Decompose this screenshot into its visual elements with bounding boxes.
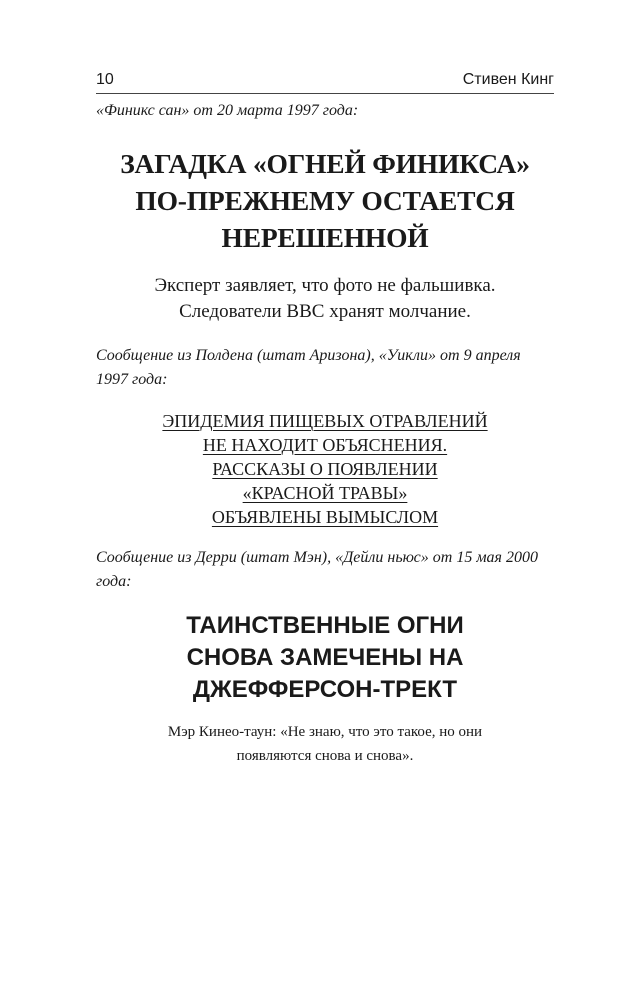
headline-mysterious-lights: [96, 610, 554, 706]
headline-line: ТАИНСТВЕННЫЕ ОГНИ: [186, 612, 464, 639]
subheadline-mayor-quote: [96, 720, 554, 768]
newspaper-source-2: Сообщение из Полдена (штат Аризона), «Уикли» от 9 апреля 1997 года:: [96, 347, 521, 388]
subheadline-line: появляются снова и снова».: [236, 748, 414, 764]
newspaper-source-3: Сообщение из Дерри (штат Мэн), «Дейли ньюс» от 15 мая 2000 года:: [96, 549, 538, 590]
running-header: [96, 70, 554, 90]
headline-food-poisoning: [96, 409, 554, 529]
headline-line: НЕ НАХОДИТ ОБЪЯСНЕНИЯ.: [202, 435, 448, 455]
header-rule: [96, 93, 554, 94]
subheadline-line: Мэр Кинео-таун: «Не знаю, что это такое, но они: [167, 724, 483, 740]
page-number: 10: [96, 71, 114, 88]
newspaper-source-1: «Финикс сан» от 20 марта 1997 года:: [96, 102, 359, 119]
headline-line: ЗАГАДКА «ОГНЕЙ ФИНИКСА»: [120, 148, 530, 179]
headline-line: НЕРЕШЕННОЙ: [221, 222, 429, 253]
headline-line: ОБЪЯВЛЕНЫ ВЫМЫСЛОМ: [211, 507, 439, 527]
headline-line: СНОВА ЗАМЕЧЕНЫ НА: [186, 644, 464, 671]
subheadline-phoenix: [96, 273, 554, 325]
headline-line: ЭПИДЕМИЯ ПИЩЕВЫХ ОТРАВЛЕНИЙ: [162, 411, 488, 431]
headline-phoenix-lights: [96, 145, 554, 256]
headline-line: ДЖЕФФЕРСОН-ТРЕКТ: [192, 676, 458, 703]
subheadline-line: Эксперт заявляет, что фото не фальшивка.: [154, 275, 496, 296]
headline-line: РАССКАЗЫ О ПОЯВЛЕНИИ: [212, 459, 438, 479]
headline-line: «КРАСНОЙ ТРАВЫ»: [242, 483, 408, 503]
running-header-author: Стивен Кинг: [462, 71, 554, 88]
subheadline-line: Следователи ВВС хранят молчание.: [179, 301, 471, 322]
headline-line: ПО-ПРЕЖНЕМУ ОСТАЕТСЯ: [135, 185, 515, 216]
